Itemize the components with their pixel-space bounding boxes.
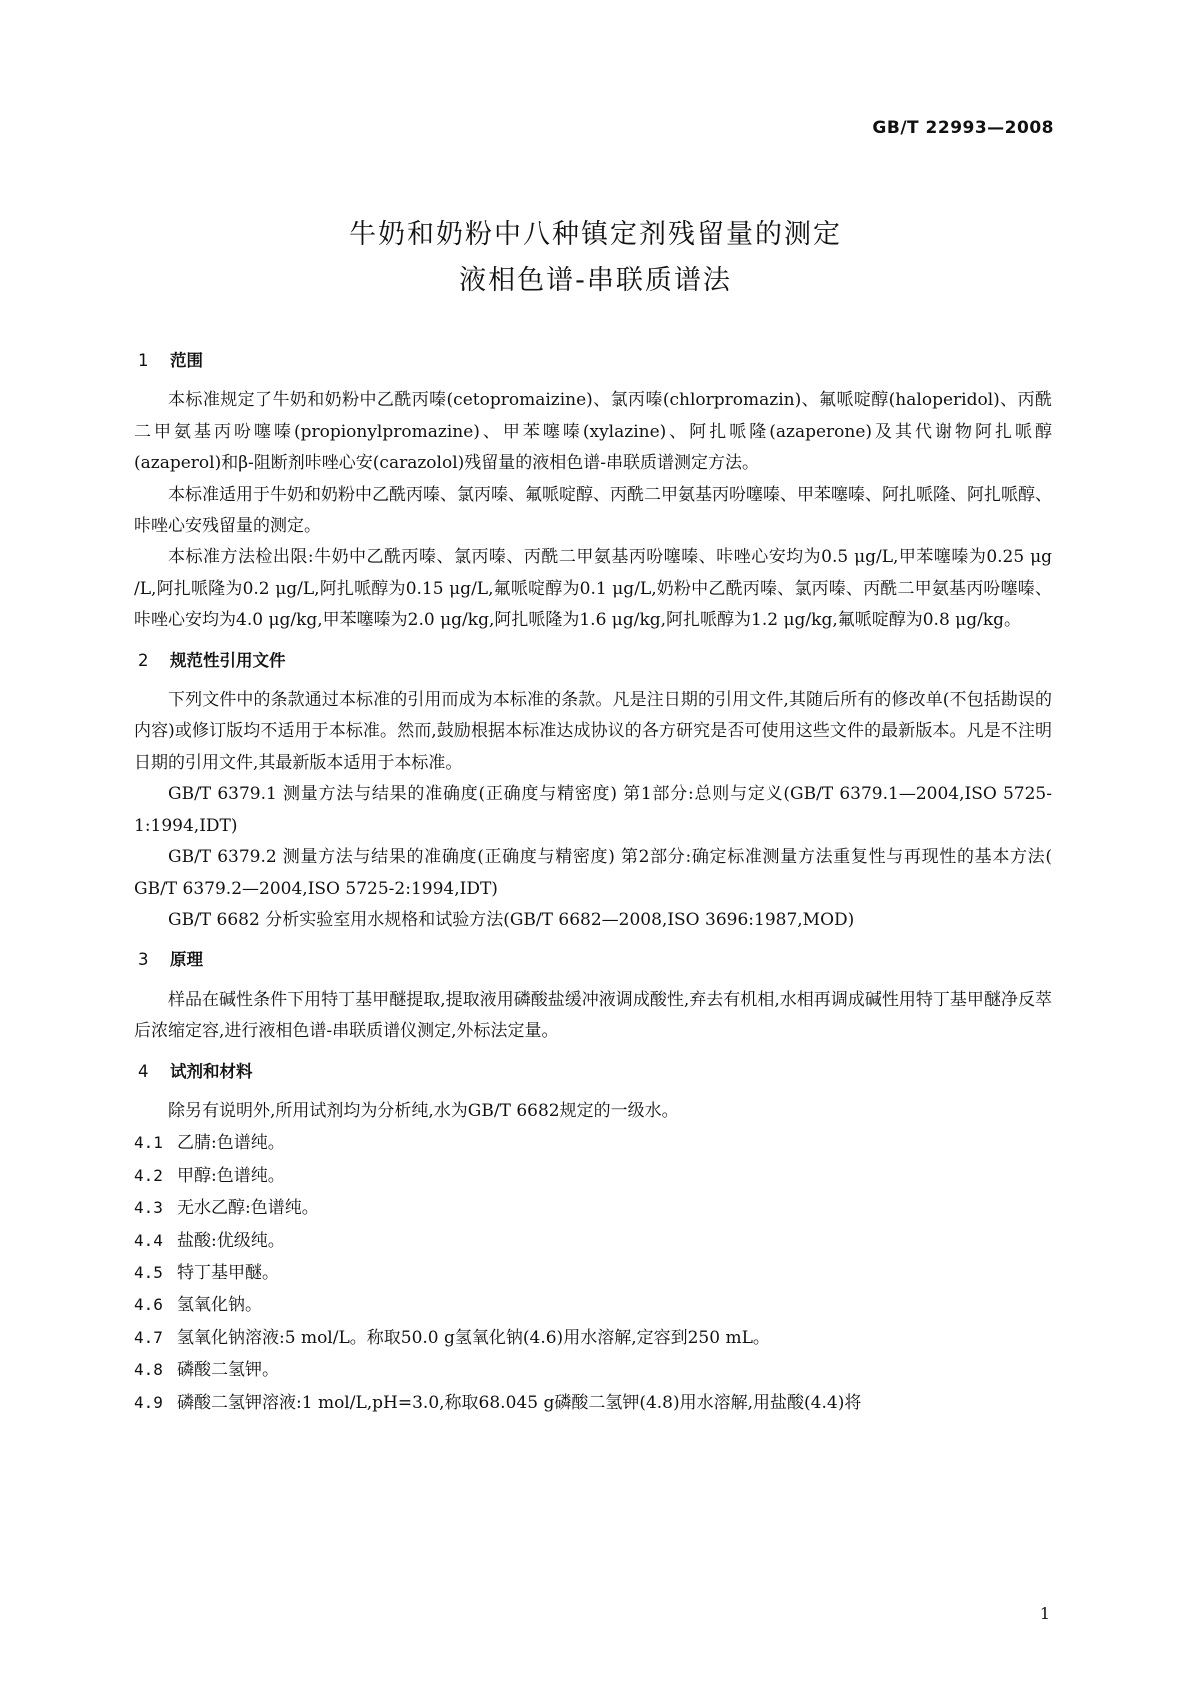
reagent-item-text: 特丁基甲醚。 — [177, 1262, 279, 1283]
references-paragraph: 下列文件中的条款通过本标准的引用而成为本标准的条款。凡是注日期的引用文件,其随后所有的修改单(不包括勘误的内容)或修订版均不适用于本标准。然而,鼓励根据本标准达成协议的各方研究是否可使用这些文件的最新版本。凡是不注明日期的引用文件,其最新版本适用于本标准。 — [134, 690, 1052, 773]
reagent-item-text: 甲醇:色谱纯。 — [177, 1165, 285, 1186]
section-number: 1 — [138, 351, 149, 370]
document-title-line2: 液相色谱-串联质谱法 — [459, 265, 732, 296]
section-title: 规范性引用文件 — [170, 650, 286, 670]
reagents-intro-paragraph: 除另有说明外,所用试剂均为分析纯,水为GB/T 6682规定的一级水。 — [168, 1100, 679, 1121]
reagent-item-text: 磷酸二氢钾。 — [177, 1360, 279, 1381]
reagent-item — [134, 1160, 1052, 1192]
reference-item-1: GB/T 6379.1 测量方法与结果的准确度(正确度与精密度) 第1部分:总则与定义(GB/T 6379.1—2004,ISO 5725-1:1994,IDT) — [134, 784, 1052, 836]
section-heading-principle — [134, 944, 1052, 975]
document-title-line1: 牛奶和奶粉中八种镇定剂残留量的测定 — [349, 219, 842, 250]
reagent-item-number: 4.5 — [134, 1262, 163, 1282]
reagent-item-text: 氢氧化钠。 — [177, 1295, 262, 1316]
scope-paragraph-1: 本标准规定了牛奶和奶粉中乙酰丙嗪(cetopromaizine)、氯丙嗪(chlorpromazin)、氟哌啶醇(haloperidol)、丙酰二甲氨基丙吩噻嗪(propionylpromazine)、甲苯噻嗪(xylazine)、阿扎哌隆(azaperone)及其代谢物阿扎哌醇(azaperol)和β-阻断剂咔唑心安(carazolol)残留量的液相色谱-串联质谱测定方法。 — [134, 390, 1052, 474]
reagent-item — [134, 1322, 1052, 1354]
principle-paragraph: 样品在碱性条件下用特丁基甲醚提取,提取液用磷酸盐缓冲液调成酸性,弃去有机相,水相再调成碱性用特丁基甲醚净反萃后浓缩定容,进行液相色谱-串联质谱仪测定,外标法定量。 — [134, 989, 1052, 1042]
document-body — [134, 345, 1052, 1419]
section-title: 范围 — [170, 351, 203, 370]
section-heading-reagents — [134, 1056, 1052, 1087]
reagent-item-number: 4.9 — [134, 1392, 163, 1412]
reagent-item — [134, 1225, 1052, 1257]
reagent-item-text: 氢氧化钠溶液:5 mol/L。称取50.0 g氢氧化钠(4.6)用水溶解,定容到250 mL。 — [177, 1327, 770, 1348]
section-title: 试剂和材料 — [170, 1061, 253, 1081]
reagent-item-text: 盐酸:优级纯。 — [177, 1230, 285, 1251]
reagent-item-number: 4.4 — [134, 1230, 163, 1250]
reagent-item-number: 4.3 — [134, 1198, 163, 1218]
reagent-item — [134, 1354, 1052, 1386]
section-number: 4 — [138, 1061, 149, 1081]
reagent-item-text: 乙腈:色谱纯。 — [177, 1133, 285, 1154]
reagent-item-text: 磷酸二氢钾溶液:1 mol/L,pH=3.0,称取68.045 g磷酸二氢钾(4.8)用水溶解,用盐酸(4.4)将 — [177, 1392, 862, 1413]
scope-paragraph-3: 本标准方法检出限:牛奶中乙酰丙嗪、氯丙嗪、丙酰二甲氨基丙吩噻嗪、咔唑心安均为0.5 μg/L,甲苯噻嗪为0.25 μg /L,阿扎哌隆为0.2 μg/L,阿扎哌醇为0.15 μg/L,氟哌啶醇为0.1 μg/L,奶粉中乙酰丙嗪、氯丙嗪、丙酰二甲氨基丙吩噻嗪、咔唑心安均为4.0 μg/kg,甲苯噻嗪为2.0 μg/kg,阿扎哌隆为1.6 μg/kg,阿扎哌醇为1.2 μg/kg,氟哌啶醇为0.8 μg/kg。 — [134, 547, 1052, 631]
standard-code: GB/T 22993—2008 — [872, 118, 1054, 138]
reference-item-2: GB/T 6379.2 测量方法与结果的准确度(正确度与精密度) 第2部分:确定标准测量方法重复性与再现性的基本方法( GB/T 6379.2—2004,ISO 5725-2:1994,IDT) — [134, 847, 1052, 899]
section-heading-scope — [134, 345, 1052, 376]
reference-item-3: GB/T 6682 分析实验室用水规格和试验方法(GB/T 6682—2008,ISO 3696:1987,MOD) — [168, 909, 855, 930]
reagent-item-number: 4.7 — [134, 1327, 163, 1347]
section-title: 原理 — [170, 950, 203, 970]
reagent-item-number: 4.8 — [134, 1360, 163, 1380]
section-heading-normative-references — [134, 645, 1052, 676]
reagent-item — [134, 1257, 1052, 1289]
scope-paragraph-2: 本标准适用于牛奶和奶粉中乙酰丙嗪、氯丙嗪、氟哌啶醇、丙酰二甲氨基丙吩噻嗪、甲苯噻嗪、阿扎哌隆、阿扎哌醇、咔唑心安残留量的测定。 — [134, 484, 1052, 537]
reagent-item — [134, 1127, 1052, 1159]
reagent-item — [134, 1387, 1052, 1419]
section-number: 3 — [138, 950, 149, 970]
reagent-item — [134, 1192, 1052, 1224]
section-number: 2 — [138, 650, 149, 670]
reagent-item — [134, 1289, 1052, 1321]
reagent-item-number: 4.2 — [134, 1165, 163, 1185]
reagent-item-number: 4.6 — [134, 1295, 163, 1315]
reagent-item-text: 无水乙醇:色谱纯。 — [177, 1198, 319, 1219]
reagent-item-number: 4.1 — [134, 1133, 163, 1153]
page-number: 1 — [1039, 1604, 1050, 1623]
